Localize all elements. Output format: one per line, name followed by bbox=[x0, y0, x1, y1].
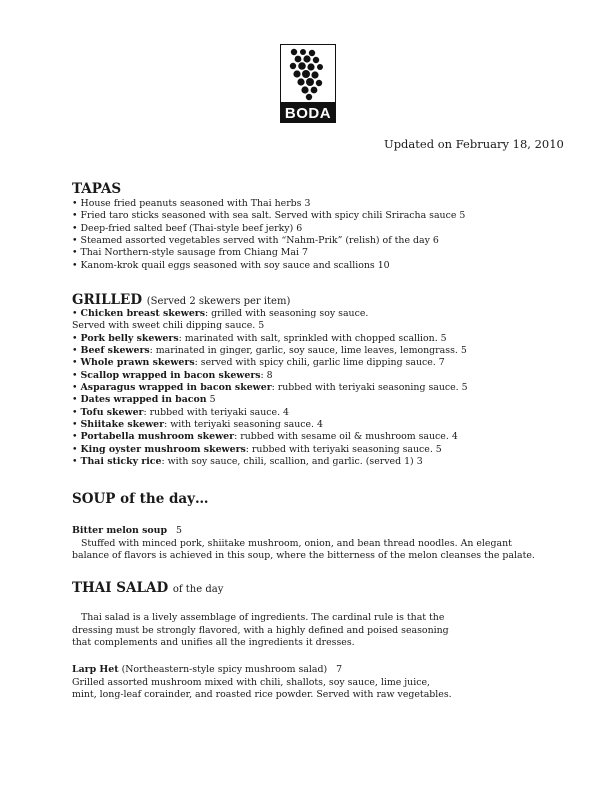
list-item: • King oyster mushroom skewers: rubbed with teriyaki seasoning sauce. 5 bbox=[72, 443, 442, 455]
list-item: • Kanom-krok quail eggs seasoned with soy sauce and scallions 10 bbox=[72, 259, 390, 271]
list-item: Served with sweet chili dipping sauce. 5 bbox=[72, 320, 265, 332]
list-item: • Pork belly skewers: marinated with salt, sprinkled with chopped scallion. 5 bbox=[72, 332, 447, 344]
salad-intro-line: Thai salad is a lively assemblage of ingredients. The cardinal rule is that the bbox=[80, 612, 445, 623]
salad-intro bbox=[72, 612, 449, 650]
grilled-list bbox=[72, 308, 468, 468]
updated-date: Updated on February 18, 2010 bbox=[384, 137, 564, 151]
tapas-title: TAPAS bbox=[72, 181, 122, 197]
salad-dish bbox=[72, 664, 452, 702]
soup-dish bbox=[72, 525, 535, 538]
salad-dish-price: 7 bbox=[336, 664, 343, 675]
list-item: • Asparagus wrapped in bacon skewer: rubbed with teriyaki seasoning sauce. 5 bbox=[72, 382, 468, 394]
salad-dish-desc: (Northeastern-style spicy mushroom salad) bbox=[121, 664, 328, 675]
list-item: • Whole prawn skewers: served with spicy chili, garlic lime dipping sauce. 7 bbox=[72, 357, 445, 369]
soup-dish-name: Bitter melon soup bbox=[72, 525, 167, 536]
list-item: • Dates wrapped in bacon 5 bbox=[72, 394, 216, 406]
soup-heading bbox=[72, 491, 209, 507]
boda-logo bbox=[280, 44, 336, 123]
salad-dish-line: Grilled assorted mushroom mixed with chili, shallots, soy sauce, lime juice, bbox=[72, 676, 430, 688]
grilled-subtitle: (Served 2 skewers per item) bbox=[146, 296, 291, 307]
list-item: • Scallop wrapped in bacon skewers: 8 bbox=[72, 369, 273, 381]
list-item: • Shiitake skewer: with teriyaki seasoning sauce. 4 bbox=[72, 419, 323, 431]
list-item: • Steamed assorted vegetables served with “Nahm-Prik” (relish) of the day 6 bbox=[72, 235, 439, 247]
list-item: • Thai Northern-style sausage from Chiang Mai 7 bbox=[72, 247, 308, 259]
salad-title: THAI SALAD bbox=[72, 580, 169, 596]
list-item: • Portabella mushroom skewer: rubbed with sesame oil & mushroom sauce. 4 bbox=[72, 431, 458, 443]
list-item: • Deep-fried salted beef (Thai-style beef jerky) 6 bbox=[72, 222, 303, 234]
salad-dish-line: mint, long-leaf corainder, and roasted rice powder. Served with raw vegetables. bbox=[72, 689, 452, 701]
soup-desc-line: balance of flavors is achieved in this soup, where the bitterness of the melon cleanses the palate. bbox=[72, 550, 535, 562]
soup-dish-price: 5 bbox=[175, 525, 182, 536]
list-item: • Beef skewers: marinated in ginger, garlic, soy sauce, lime leaves, lemongrass. 5 bbox=[72, 345, 467, 357]
list-item: • Tofu skewer: rubbed with teriyaki sauce. 4 bbox=[72, 406, 290, 418]
salad-heading bbox=[72, 580, 223, 596]
soup-body bbox=[72, 525, 535, 563]
salad-intro-line: that complements and unifies all the ingredients it dresses. bbox=[72, 637, 355, 649]
salad-subtitle: of the day bbox=[172, 584, 224, 595]
grilled-heading bbox=[72, 292, 290, 308]
soup-title: SOUP of the day… bbox=[72, 491, 209, 507]
logo-text: BODA bbox=[284, 105, 332, 122]
salad-dish-name: Larp Het bbox=[72, 664, 119, 675]
tapas-heading bbox=[72, 181, 121, 197]
salad-intro-line: dressing must be strongly flavored, with a highly defined and poised seasoning bbox=[72, 624, 449, 636]
list-item: • Fried taro sticks seasoned with sea salt. Served with spicy chili Sriracha sauce 5 bbox=[72, 210, 466, 222]
tapas-list bbox=[72, 198, 465, 272]
list-item: • Thai sticky rice: with soy sauce, chili, scallion, and garlic. (served 1) 3 bbox=[72, 456, 423, 468]
list-item: • House fried peanuts seasoned with Thai herbs 3 bbox=[72, 198, 311, 209]
grilled-title: GRILLED bbox=[72, 292, 143, 308]
soup-desc-line: Stuffed with minced pork, shiitake mushroom, onion, and bean thread noodles. An elegant bbox=[80, 537, 512, 549]
list-item: • Chicken breast skewers: grilled with seasoning soy sauce. bbox=[72, 308, 369, 319]
salad-dish-header bbox=[72, 664, 452, 677]
